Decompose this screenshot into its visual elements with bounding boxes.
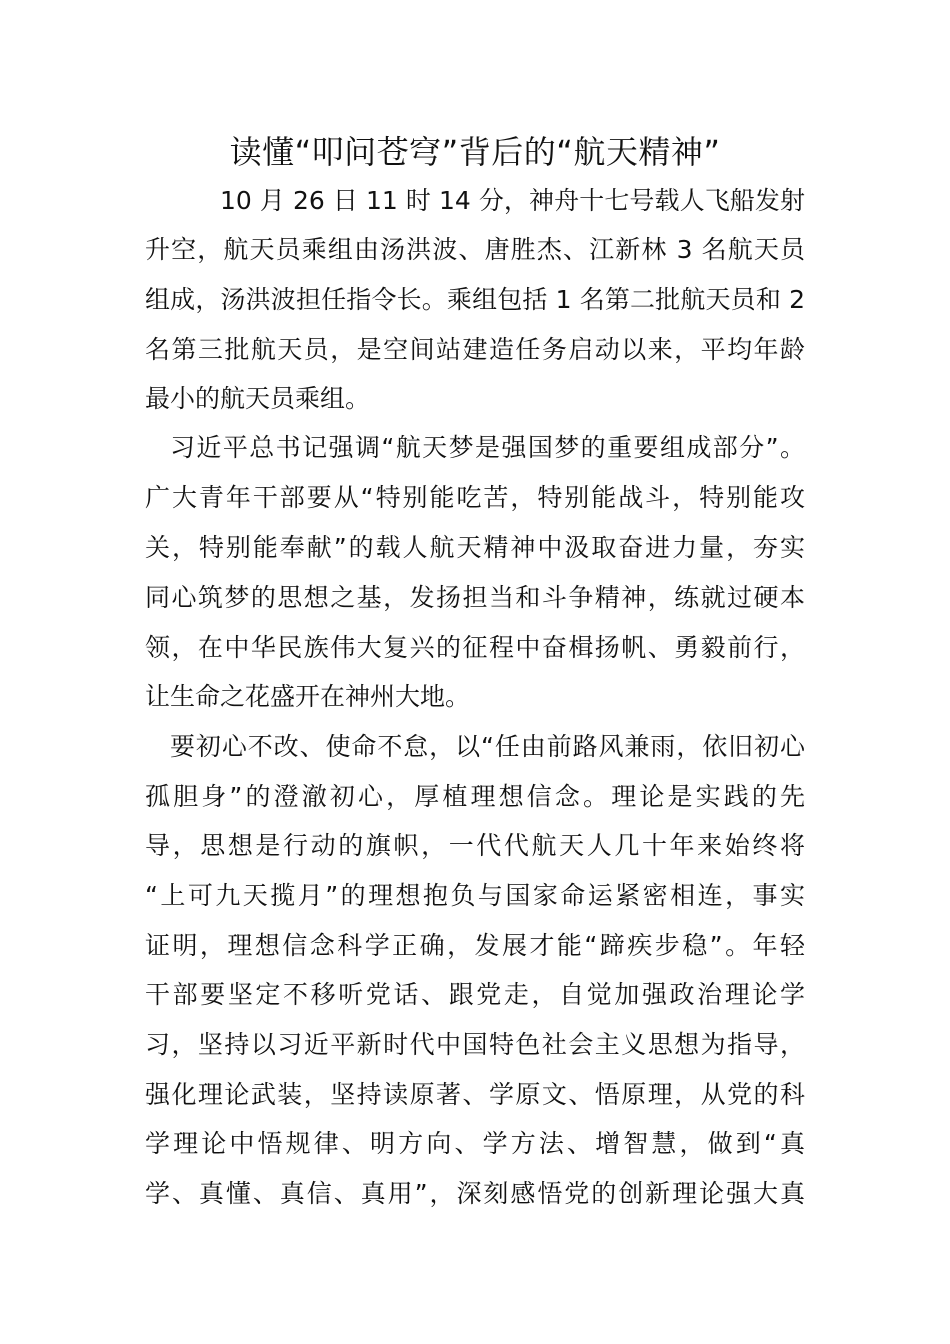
paragraph-2-line-2: 广大青年干部要从“特别能吃苦，特别能战斗，特别能攻 <box>145 483 805 512</box>
paragraph-2-line-3: 关，特别能奉献”的载人航天精神中汲取奋进力量，夯实 <box>145 533 805 562</box>
paragraph-1-line-4: 名第三批航天员，是空间站建造任务启动以来，平均年龄 <box>145 335 805 364</box>
paragraph-2-line-6: 让生命之花盛开在神州大地。 <box>145 682 471 711</box>
paragraph-3-line-4: “上可九天揽月”的理想抱负与国家命运紧密相连，事实 <box>145 881 805 910</box>
paragraph-3-line-1: 要初心不改、使命不怠，以“任由前路风兼雨，依旧初心 <box>170 732 805 761</box>
paragraph-3-line-8: 强化理论武装，坚持读原著、学原文、悟原理，从党的科 <box>145 1080 805 1109</box>
paragraph-3-line-3: 导，思想是行动的旗帜，一代代航天人几十年来始终将 <box>145 831 805 860</box>
paragraph-3-line-7: 习，坚持以习近平新时代中国特色社会主义思想为指导， <box>145 1030 805 1059</box>
paragraph-2-line-5: 领，在中华民族伟大复兴的征程中奋楫扬帆、勇毅前行， <box>145 633 805 662</box>
paragraph-1-line-5: 最小的航天员乘组。 <box>145 384 371 413</box>
paragraph-3-line-10: 学、真懂、真信、真用”，深刻感悟党的创新理论强大真 <box>145 1179 805 1208</box>
paragraph-3-line-6: 干部要坚定不移听党话、跟党走，自觉加强政治理论学 <box>145 980 805 1009</box>
document-title: 读懂“叩问苍穹”背后的“航天精神” <box>229 133 721 171</box>
paragraph-2-line-1: 习近平总书记强调“航天梦是强国梦的重要组成部分”。 <box>170 433 805 462</box>
paragraph-3-line-9: 学理论中悟规律、明方向、学方法、增智慧，做到“真 <box>145 1129 805 1158</box>
paragraph-1-line-3: 组成，汤洪波担任指令长。乘组包括 1 名第二批航天员和 2 <box>145 285 805 314</box>
paragraph-3-line-5: 证明，理想信念科学正确，发展才能“蹄疾步稳”。年轻 <box>145 931 805 960</box>
paragraph-1-line-1: 10 月 26 日 11 时 14 分，神舟十七号载人飞船发射 <box>220 186 805 215</box>
paragraph-3-line-2: 孤胆身”的澄澈初心，厚植理想信念。理论是实践的先 <box>145 782 805 811</box>
paragraph-1-line-2: 升空，航天员乘组由汤洪波、唐胜杰、江新林 3 名航天员 <box>145 235 805 264</box>
paragraph-2-line-4: 同心筑梦的思想之基，发扬担当和斗争精神，练就过硬本 <box>145 583 805 612</box>
